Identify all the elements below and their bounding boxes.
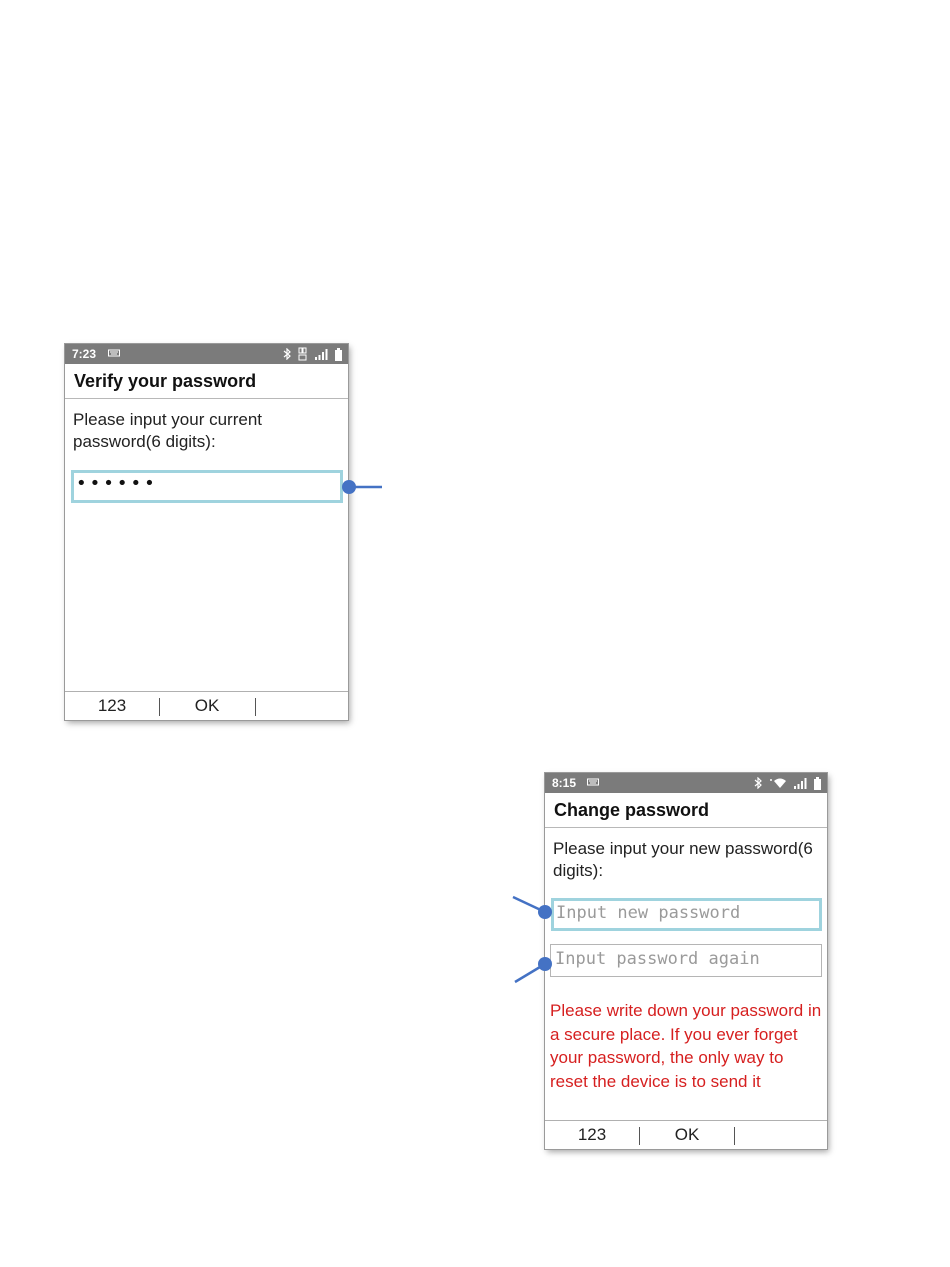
page-title: Verify your password (74, 371, 257, 391)
current-password-input[interactable] (71, 470, 343, 503)
softkey-bar (65, 691, 348, 720)
bluetooth-icon (283, 348, 291, 360)
keyboard-icon (108, 348, 120, 358)
softkey-123[interactable]: 123 (97, 696, 127, 715)
title-bar (545, 793, 827, 828)
title-bar (65, 364, 348, 399)
confirm-password-placeholder: Input password again (555, 949, 760, 969)
battery-icon (335, 348, 342, 361)
softkey-bar (545, 1120, 827, 1149)
status-time: 8:15 (552, 776, 577, 790)
ok-button[interactable]: OK (194, 696, 220, 715)
verify-password-screen (65, 344, 348, 720)
new-password-input[interactable] (551, 898, 822, 931)
status-bar (545, 773, 827, 793)
status-bar (65, 344, 348, 364)
page-title: Change password (554, 800, 710, 820)
battery-icon (814, 777, 821, 790)
signal-icon (794, 778, 807, 789)
softkey-123[interactable]: 123 (577, 1125, 607, 1144)
keyboard-icon (587, 777, 599, 787)
4g-icon (298, 347, 308, 361)
softkey-divider (255, 698, 256, 716)
wifi-icon (769, 777, 787, 789)
password-warning: Please write down your password in a secure place. If you ever forget your password, the only way to reset the device is to send it (550, 1001, 822, 1091)
bluetooth-icon (754, 777, 762, 789)
ok-button[interactable]: OK (674, 1125, 700, 1144)
password-prompt: Please input your current password(6 digits): (73, 410, 262, 451)
change-password-screen (545, 773, 827, 1149)
new-password-placeholder: Input new password (556, 903, 741, 923)
confirm-password-input[interactable] (550, 944, 822, 977)
callout-current-password (342, 480, 382, 494)
status-time: 7:23 (72, 347, 97, 361)
password-prompt: Please input your new password(6 digits): (553, 839, 813, 880)
signal-icon (315, 349, 328, 360)
password-dots: •••••• (76, 473, 158, 494)
softkey-divider (734, 1127, 735, 1145)
